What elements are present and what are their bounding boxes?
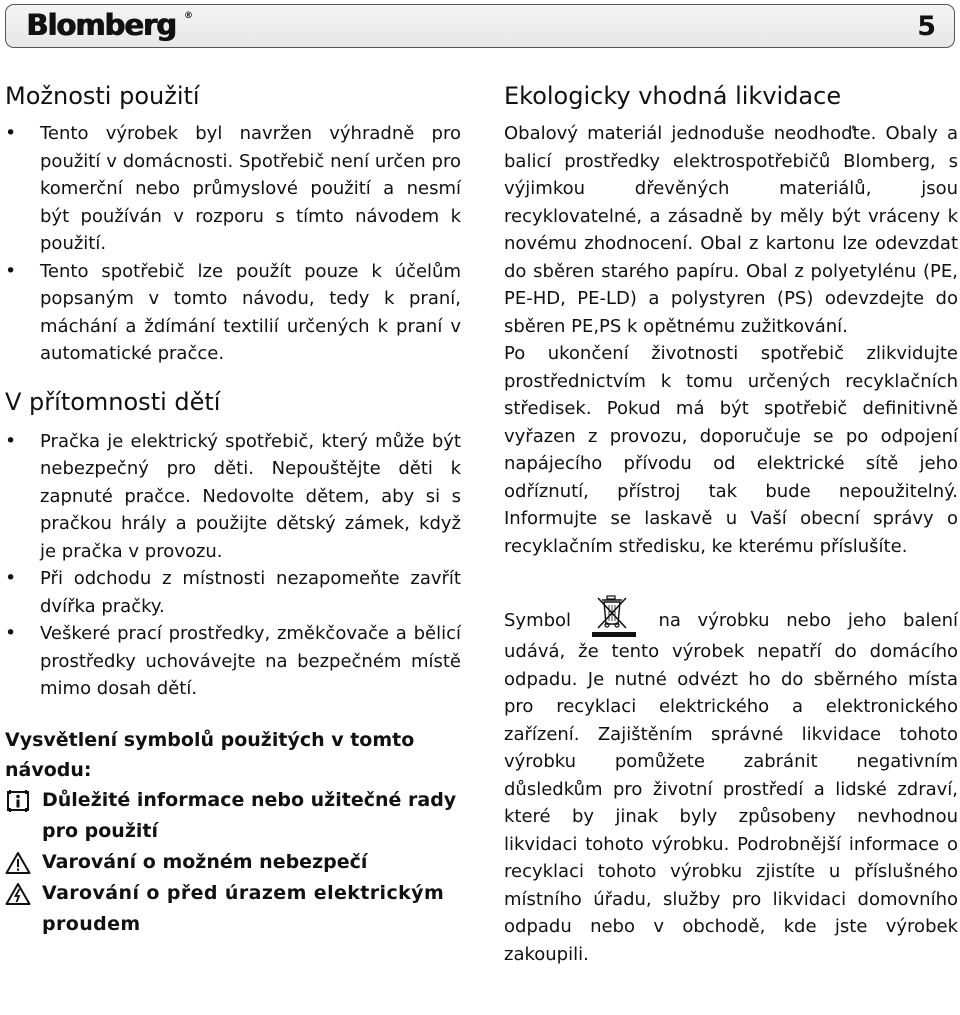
info-icon bbox=[5, 789, 31, 813]
symbol-info-text: Důležité informace nebo užitečné rady pro použití bbox=[42, 788, 457, 842]
children-item: • Veškeré prací prostředky, změkčovače a bělicí prostředky uchovávejte na bezpečném místě mimo dosah dětí. bbox=[5, 620, 461, 703]
children-item: • Při odchodu z místnosti nezapomeňte zavřít dvířka pračky. bbox=[5, 565, 461, 620]
symbols-title: Vysvětlení symbolů použitých v tomto návodu: bbox=[5, 728, 415, 781]
page-number: 5 bbox=[917, 11, 936, 42]
page-header bbox=[5, 4, 955, 48]
symbol-warning-text: Varování o možném nebezpečí bbox=[42, 850, 368, 873]
children-title: V přítomnosti dětí bbox=[5, 387, 221, 416]
symbol-warning-row bbox=[5, 847, 461, 878]
usage-list bbox=[5, 120, 461, 368]
symbol-word: Symbol bbox=[504, 610, 572, 631]
symbol-info-row bbox=[5, 785, 461, 847]
children-item: • Pračka je elektrický spotřebič, který může být nebezpečný pro děti. Nepouštějte děti k zapnuté pračce. Nedovolte dětem, aby si s pračkou hrály a použijte dětský zámek, když je pračka v provozu. bbox=[5, 428, 461, 566]
usage-title: Možnosti použití bbox=[5, 82, 200, 110]
right-column bbox=[504, 80, 958, 968]
usage-item: • Tento výrobek byl navržen výhradně pro použití v domácnosti. Spotřebič není určen pro komerční nebo průmyslové použití a nesmí být používán v rozporu s tímto návodem k použití. bbox=[5, 120, 461, 258]
warning-icon bbox=[5, 851, 31, 875]
crossed-bin-icon bbox=[592, 594, 638, 638]
children-list bbox=[5, 428, 461, 703]
symbol-electric-row bbox=[5, 878, 461, 940]
left-column bbox=[5, 80, 461, 940]
symbol-electric-text: Varování o před úrazem elektrickým proudem bbox=[42, 881, 445, 935]
brand-logo: Blomberg bbox=[26, 8, 176, 42]
eco-paragraph-packaging: Obalový materiál jednoduše neodhoďte. Obaly a balicí prostředky elektrospotřebičů Blomberg, s výjimkou dřevěných materiálů, jsou recyklovatelné, a zásadně by měly být vráceny k novému zhodnocení. Obal z kartonu lze odevzdat do sběren starého papíru. Obal z polyetylénu (PE, PE-HD, PE-LD) a polystyren (PS) odevzdejte do sběren PE,PS k opětnému zužitkování. bbox=[504, 123, 958, 337]
eco-title: Ekologicky vhodná likvidace bbox=[504, 82, 842, 110]
symbol-explanation: na výrobku nebo jeho balení udává, že tento výrobek nepatří do domácího odpadu. Je nutné odvézt ho do sběrného místa pro recyklaci elektrického a elektronického zařízení. Zajištěním správné likvidace tohoto výrobku pomůžete zabránit negativním důsledkům pro životní prostředí a lidské zdraví, které by jinak byly způsobeny nevhodnou likvidaci tohoto výrobku. Podrobnější informace o recyklaci tohoto výrobku zjistíte u příslušného místního úřadu, služby pro likvidaci domovního odpadu nebo v obchodě, kde jste výrobek zakoupili. bbox=[504, 610, 958, 965]
eco-paragraph-symbol bbox=[504, 594, 958, 968]
registered-mark: ® bbox=[184, 11, 193, 21]
usage-item: • Tento spotřebič lze použít pouze k účelům popsaným v tomto návodu, tedy k praní, máchání a ždímání textilií určených k praní v automatické pračce. bbox=[5, 258, 461, 368]
eco-paragraph-disposal: Po ukončení životnosti spotřebič zlikvidujte prostřednictvím k tomu určených recyklačních středisek. Pokud má být spotřebič definitivně vyřazen z provozu, doporučuje se po odpojení napájecího přívodu od elektrické sítě jeho odříznutí, přístroj tak bude nepoužitelný. Informujte se laskavě u Vaší obecní správy o recyklačním středisku, ke kterému příslušíte. bbox=[504, 343, 958, 557]
electric-warning-icon bbox=[5, 882, 31, 906]
